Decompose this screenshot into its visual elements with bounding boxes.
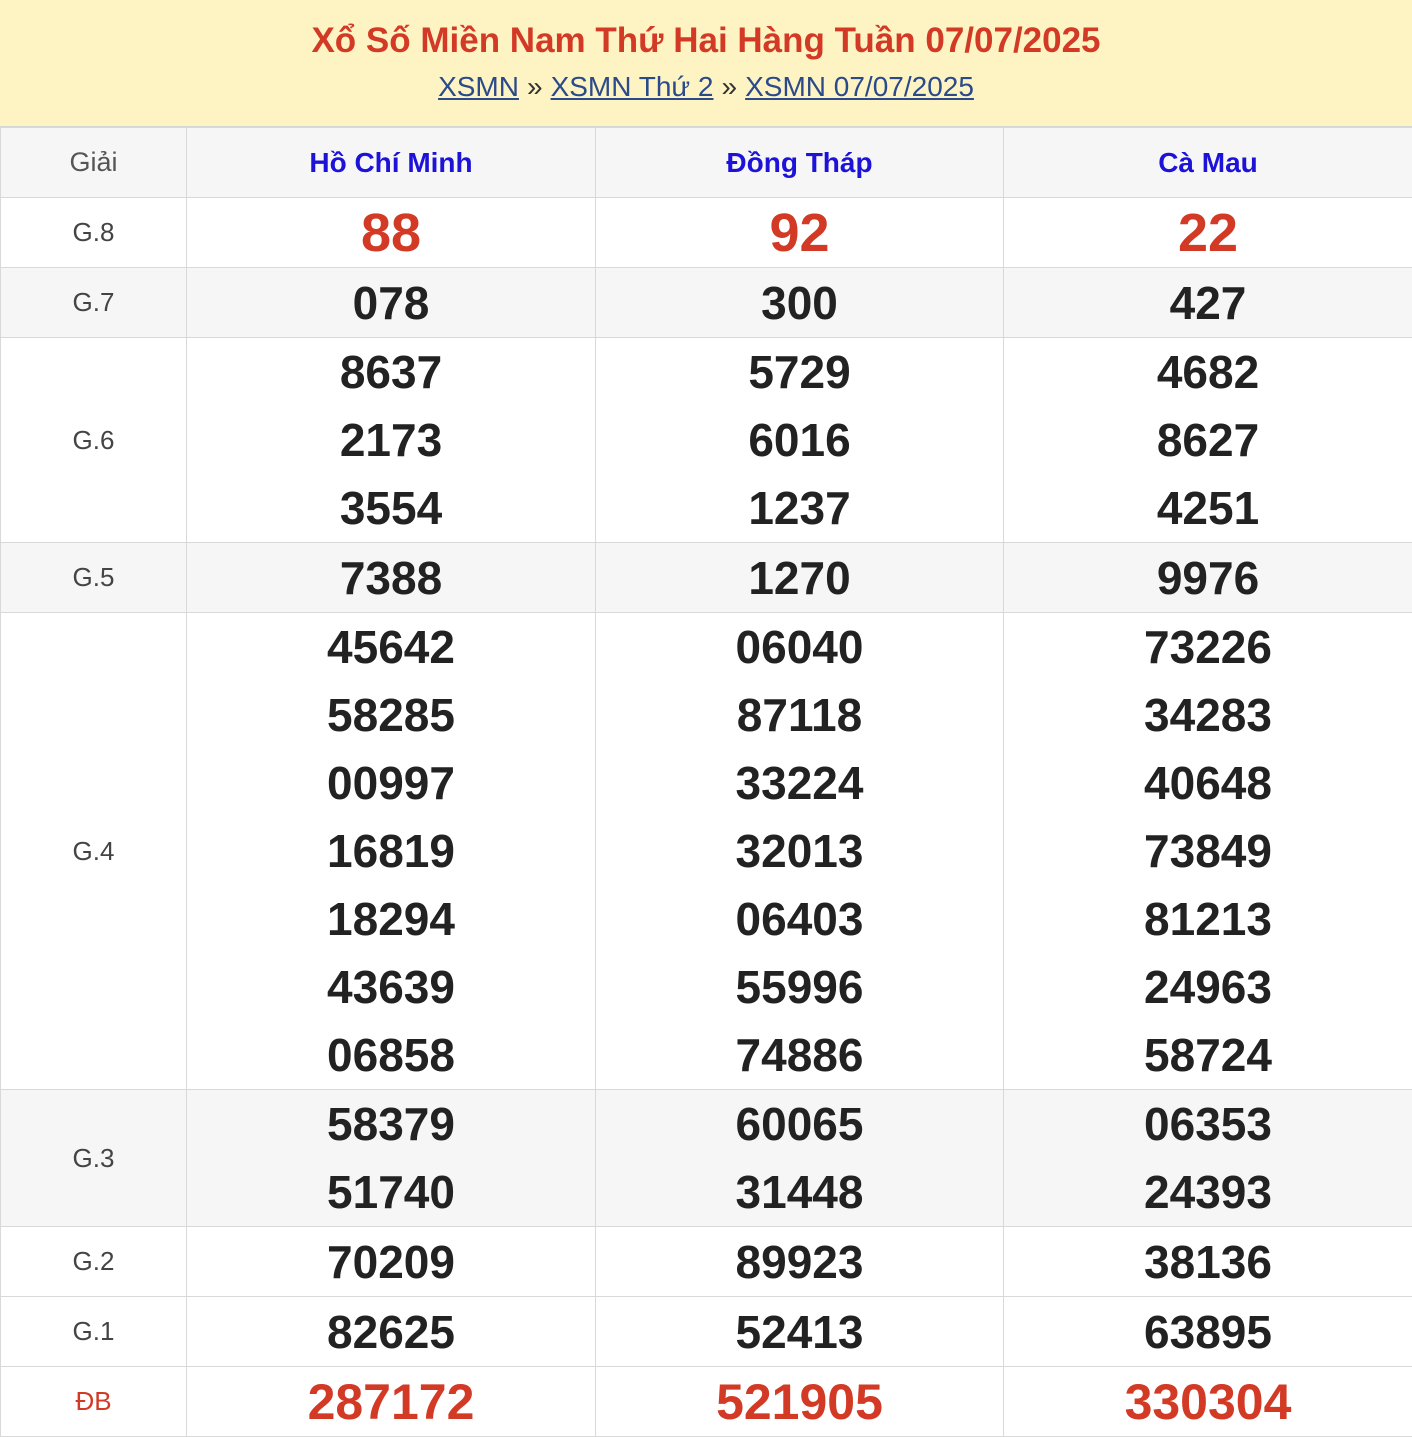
prize-label: G.8 bbox=[1, 198, 187, 268]
result-number: 4251 bbox=[1004, 474, 1412, 542]
result-number: 40648 bbox=[1004, 749, 1412, 817]
result-cell-dong-thap bbox=[596, 1367, 1004, 1437]
result-number: 58724 bbox=[1004, 1021, 1412, 1089]
table-row bbox=[1, 1227, 1412, 1297]
column-header-ca-mau[interactable]: Cà Mau bbox=[1004, 128, 1412, 198]
prize-label: G.6 bbox=[1, 338, 187, 543]
result-number: 51740 bbox=[187, 1158, 595, 1226]
result-cell-dong-thap bbox=[596, 338, 1004, 543]
result-number: 34283 bbox=[1004, 681, 1412, 749]
result-number: 4682 bbox=[1004, 338, 1412, 406]
result-number: 74886 bbox=[596, 1021, 1003, 1089]
result-number: 73226 bbox=[1004, 613, 1412, 681]
result-number: 88 bbox=[187, 199, 595, 267]
result-cell-ho-chi-minh bbox=[187, 613, 596, 1090]
prize-label: G.2 bbox=[1, 1227, 187, 1297]
result-cell-ho-chi-minh bbox=[187, 1090, 596, 1227]
result-cell-ca-mau bbox=[1004, 543, 1412, 613]
column-header-dong-thap[interactable]: Đồng Tháp bbox=[596, 128, 1004, 198]
result-cell-ca-mau bbox=[1004, 1227, 1412, 1297]
result-cell-dong-thap bbox=[596, 543, 1004, 613]
result-number: 73849 bbox=[1004, 817, 1412, 885]
result-number: 45642 bbox=[187, 613, 595, 681]
result-cell-dong-thap bbox=[596, 268, 1004, 338]
result-cell-ho-chi-minh bbox=[187, 268, 596, 338]
result-number: 06858 bbox=[187, 1021, 595, 1089]
result-cell-ca-mau bbox=[1004, 198, 1412, 268]
result-number: 3554 bbox=[187, 474, 595, 542]
result-number: 6016 bbox=[596, 406, 1003, 474]
result-number: 82625 bbox=[187, 1298, 595, 1366]
prize-label: G.7 bbox=[1, 268, 187, 338]
page-title: Xổ Số Miền Nam Thứ Hai Hàng Tuần 07/07/2025 bbox=[0, 19, 1412, 63]
prize-label: ĐB bbox=[1, 1367, 187, 1437]
result-number: 92 bbox=[596, 199, 1003, 267]
result-number: 32013 bbox=[596, 817, 1003, 885]
result-cell-ho-chi-minh bbox=[187, 198, 596, 268]
result-number: 06040 bbox=[596, 613, 1003, 681]
table-row bbox=[1, 1297, 1412, 1367]
result-number: 22 bbox=[1004, 199, 1412, 267]
result-number: 43639 bbox=[187, 953, 595, 1021]
result-number: 9976 bbox=[1004, 544, 1412, 612]
result-number: 287172 bbox=[187, 1368, 595, 1436]
result-cell-dong-thap bbox=[596, 1090, 1004, 1227]
result-number: 81213 bbox=[1004, 885, 1412, 953]
result-number: 24963 bbox=[1004, 953, 1412, 1021]
result-number: 2173 bbox=[187, 406, 595, 474]
result-number: 52413 bbox=[596, 1298, 1003, 1366]
result-cell-ho-chi-minh bbox=[187, 1227, 596, 1297]
result-number: 33224 bbox=[596, 749, 1003, 817]
result-number: 89923 bbox=[596, 1228, 1003, 1296]
result-number: 87118 bbox=[596, 681, 1003, 749]
prize-label: G.4 bbox=[1, 613, 187, 1090]
result-number: 06403 bbox=[596, 885, 1003, 953]
result-number: 38136 bbox=[1004, 1228, 1412, 1296]
result-cell-dong-thap bbox=[596, 198, 1004, 268]
prize-label: G.5 bbox=[1, 543, 187, 613]
results-table bbox=[0, 127, 1412, 1437]
result-number: 078 bbox=[187, 269, 595, 337]
result-cell-ca-mau bbox=[1004, 1297, 1412, 1367]
table-row bbox=[1, 543, 1412, 613]
result-number: 24393 bbox=[1004, 1158, 1412, 1226]
result-number: 55996 bbox=[596, 953, 1003, 1021]
table-row bbox=[1, 613, 1412, 1090]
breadcrumb-xsmn-thu2-link[interactable]: XSMN Thứ 2 bbox=[551, 71, 714, 102]
breadcrumb-xsmn-link[interactable]: XSMN bbox=[438, 71, 519, 102]
table-row bbox=[1, 338, 1412, 543]
result-number: 58285 bbox=[187, 681, 595, 749]
breadcrumb-xsmn-date-link[interactable]: XSMN 07/07/2025 bbox=[745, 71, 974, 102]
prize-label: G.3 bbox=[1, 1090, 187, 1227]
result-number: 70209 bbox=[187, 1228, 595, 1296]
column-header-ho-chi-minh[interactable]: Hồ Chí Minh bbox=[187, 128, 596, 198]
result-cell-ca-mau bbox=[1004, 1367, 1412, 1437]
table-row bbox=[1, 268, 1412, 338]
result-number: 63895 bbox=[1004, 1298, 1412, 1366]
result-number: 521905 bbox=[596, 1368, 1003, 1436]
result-number: 330304 bbox=[1004, 1368, 1412, 1436]
result-number: 1270 bbox=[596, 544, 1003, 612]
result-number: 8637 bbox=[187, 338, 595, 406]
result-number: 8627 bbox=[1004, 406, 1412, 474]
column-header-prize: Giải bbox=[1, 128, 187, 198]
page-header bbox=[0, 0, 1412, 127]
result-number: 00997 bbox=[187, 749, 595, 817]
result-cell-ho-chi-minh bbox=[187, 1297, 596, 1367]
result-cell-ca-mau bbox=[1004, 1090, 1412, 1227]
breadcrumb-separator: » bbox=[722, 71, 738, 102]
result-cell-dong-thap bbox=[596, 613, 1004, 1090]
result-number: 7388 bbox=[187, 544, 595, 612]
result-number: 16819 bbox=[187, 817, 595, 885]
result-cell-ca-mau bbox=[1004, 268, 1412, 338]
result-cell-ho-chi-minh bbox=[187, 338, 596, 543]
result-cell-ca-mau bbox=[1004, 613, 1412, 1090]
result-number: 5729 bbox=[596, 338, 1003, 406]
result-number: 427 bbox=[1004, 269, 1412, 337]
result-number: 60065 bbox=[596, 1090, 1003, 1158]
prize-label: G.1 bbox=[1, 1297, 187, 1367]
result-number: 58379 bbox=[187, 1090, 595, 1158]
result-number: 18294 bbox=[187, 885, 595, 953]
result-number: 06353 bbox=[1004, 1090, 1412, 1158]
result-cell-dong-thap bbox=[596, 1227, 1004, 1297]
breadcrumb-separator: » bbox=[527, 71, 543, 102]
result-number: 31448 bbox=[596, 1158, 1003, 1226]
result-number: 300 bbox=[596, 269, 1003, 337]
table-row bbox=[1, 1367, 1412, 1437]
table-row bbox=[1, 198, 1412, 268]
result-cell-dong-thap bbox=[596, 1297, 1004, 1367]
result-cell-ho-chi-minh bbox=[187, 543, 596, 613]
result-cell-ho-chi-minh bbox=[187, 1367, 596, 1437]
breadcrumb bbox=[0, 69, 1412, 105]
table-row bbox=[1, 1090, 1412, 1227]
result-number: 1237 bbox=[596, 474, 1003, 542]
result-cell-ca-mau bbox=[1004, 338, 1412, 543]
